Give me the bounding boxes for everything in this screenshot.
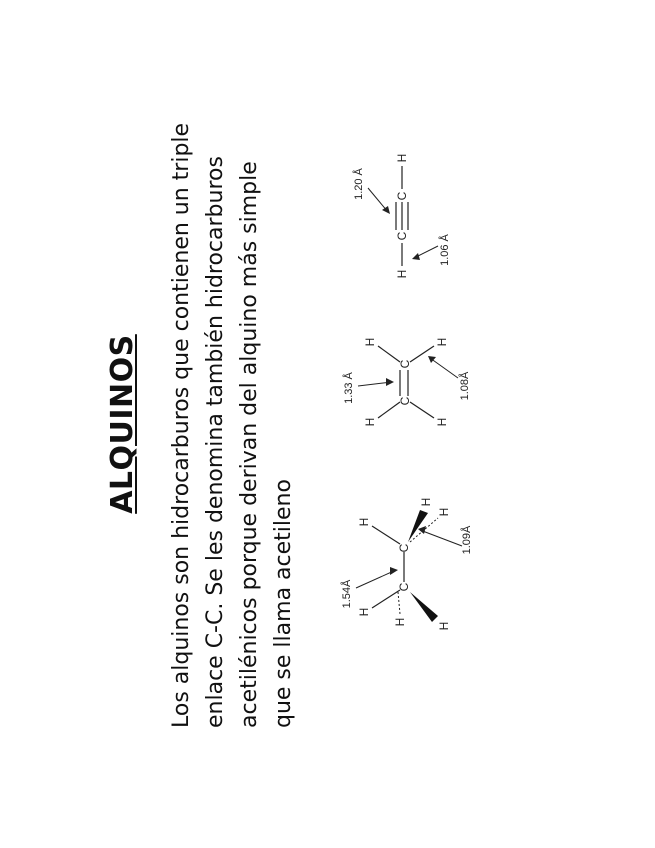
ethane-hydrogen: H — [357, 517, 371, 527]
ethyne-cc-distance-label: 1.20 Å — [353, 168, 365, 200]
ethane-hydrogen: H — [393, 617, 407, 627]
ethene-cc-distance-label: 1.33 Å — [343, 372, 355, 404]
ethane-carbon-1: C — [397, 582, 411, 592]
ethane-hydrogen: H — [419, 497, 433, 507]
ethyne-carbon-2: C — [395, 191, 409, 201]
ethene-hydrogen: H — [363, 337, 377, 347]
ethene-structure-diagram — [330, 308, 490, 458]
ethyne-hydrogen: H — [395, 153, 409, 163]
ethane-ch-distance-label: 1.09Å — [461, 525, 473, 555]
ethane-cc-distance-label: 1.54Å — [341, 579, 353, 609]
ethyne-structure-diagram — [340, 148, 460, 288]
ethane-hydrogen: H — [437, 507, 451, 517]
paragraph-line-3: acetilénicos porque derivan del alquino más simple — [237, 161, 262, 728]
ethene-ch-distance-label: 1.08Å — [459, 371, 471, 401]
slide-title: ALQUINOS — [105, 334, 140, 514]
ethyne-ch-distance-label: 1.06 Å — [439, 234, 451, 266]
ethene-carbon-1: C — [398, 396, 412, 406]
ethene-hydrogen: H — [363, 417, 377, 427]
ethane-carbon-2: C — [397, 543, 411, 553]
paragraph-line-1: Los alquinos son hidrocarburos que contienen un triple — [169, 122, 194, 728]
ethene-hydrogen: H — [435, 337, 449, 347]
intro-paragraph — [165, 88, 301, 728]
ethene-hydrogen: H — [435, 417, 449, 427]
ethane-hydrogen: H — [357, 607, 371, 617]
ethane-structure-diagram — [320, 478, 500, 658]
ethene-carbon-2: C — [398, 359, 412, 369]
paragraph-line-2: enlace C-C. Se les denomina también hidrocarburos — [203, 156, 228, 728]
paragraph-line-4: que se llama acetileno — [271, 479, 296, 728]
ethyne-hydrogen: H — [395, 269, 409, 279]
ethane-hydrogen: H — [437, 621, 451, 631]
ethyne-carbon-1: C — [395, 231, 409, 241]
